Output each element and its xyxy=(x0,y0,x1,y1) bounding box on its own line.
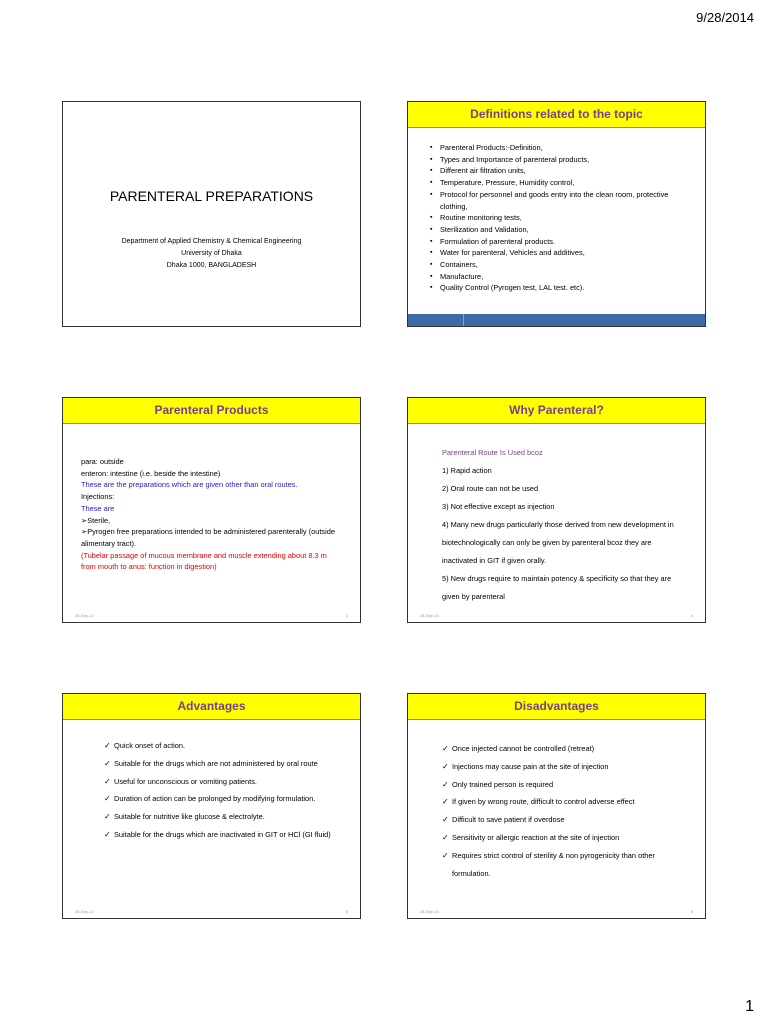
definition-line: These are the preparations which are given other than oral routes. xyxy=(81,480,298,490)
list-item: ✓ Injections may cause pain at the site of injection xyxy=(442,758,691,776)
slide-header: Definitions related to the topic xyxy=(408,102,705,128)
footer-number: 4 xyxy=(690,613,693,618)
list-item: ✓ Suitable for nutritive like glucose & electrolyte. xyxy=(104,808,338,826)
para-definition: para: outside xyxy=(81,457,124,466)
footer-date: 28-Sep-14 xyxy=(75,613,94,618)
list-item: ▪ Types and Importance of parenteral products, xyxy=(430,154,695,166)
dept-line: University of Dhaka xyxy=(181,250,242,257)
list-item: ✓ Sensitivity or allergic reaction at the site of injection xyxy=(442,829,691,847)
these-are-label: These are xyxy=(81,503,115,513)
footer-date: 28-Sep-14 xyxy=(75,909,94,914)
slide-header: Why Parenteral? xyxy=(408,398,705,424)
slide-title-heading: PARENTERAL PREPARATIONS xyxy=(109,188,314,204)
slide-title-department xyxy=(63,236,360,272)
slide-why-parenteral xyxy=(407,397,706,623)
dept-line: Dhaka 1000, BANGLADESH xyxy=(166,262,257,269)
slide-bottom-bar xyxy=(408,314,705,326)
list-item: ✓ Only trained person is required xyxy=(442,776,691,794)
reason-item: 1) Rapid action xyxy=(442,466,492,475)
list-item: ✓ Suitable for the drugs which are not administered by oral route xyxy=(104,755,338,773)
list-item: ▪ Temperature, Pressure, Humidity control, xyxy=(430,177,695,189)
bottom-bar-chevron xyxy=(408,314,464,326)
list-item: ▪ Manufacture, xyxy=(430,271,695,283)
list-item: ▪ Water for parenteral, Vehicles and additives, xyxy=(430,247,695,259)
list-item: ▪ Parenteral Products:-Definition, xyxy=(430,142,695,154)
list-item: ▪ Different air filtration units, xyxy=(430,165,695,177)
slide-advantages xyxy=(62,693,361,919)
slide-title xyxy=(62,101,361,327)
slide-header: Parenteral Products xyxy=(63,398,360,424)
disadvantages-list xyxy=(442,740,691,882)
page-date: 9/28/2014 xyxy=(696,10,754,25)
injections-label: Injections: xyxy=(81,492,115,502)
list-item: ▪ Sterilization and Validation, xyxy=(430,224,695,236)
dept-line: Department of Applied Chemistry & Chemical Engineering xyxy=(121,238,302,245)
slide-header: Disadvantages xyxy=(408,694,705,720)
list-item: ✓ Suitable for the drugs which are inactivated in GIT or HCl (GI fluid) xyxy=(104,826,338,844)
footer-date: 28-Sep-14 xyxy=(420,909,439,914)
footer-date: 28-Sep-14 xyxy=(420,613,439,618)
list-item: ✓ Useful for unconscious or vomiting patients. xyxy=(104,773,338,791)
list-item: ✓ Difficult to save patient if overdose xyxy=(442,811,691,829)
definitions-list xyxy=(430,142,695,294)
slide-footer xyxy=(75,909,348,914)
slide-body xyxy=(81,456,340,573)
slide-disadvantages xyxy=(407,693,706,919)
reason-item: 4) Many new drugs particularly those derived from new development in biotechnologically can only be given by parenteral bcoz they are inactivated in GIT if given orally. xyxy=(442,520,674,565)
tubular-note: (Tubelar passage of mucous membrane and muscle extending about 8.3 m from mouth to anus: function in digestion) xyxy=(81,550,327,572)
slide-definitions xyxy=(407,101,706,327)
reason-item: 3) Not effective except as injection xyxy=(442,502,555,511)
pyrogen-point: ➢Pyrogen free preparations intended to be administered parenterally (outside alimentary tract). xyxy=(81,527,335,548)
footer-number: 3 xyxy=(345,613,348,618)
list-item: ▪ Formulation of parenteral products. xyxy=(430,236,695,248)
list-item: ✓ Requires strict control of sterility & non pyrogenicity than other formulation. xyxy=(442,847,691,883)
list-item: ✓ Duration of action can be prolonged by modifying formulation. xyxy=(104,790,338,808)
list-item: ✓ Quick onset of action. xyxy=(104,737,338,755)
reason-item: 2) Oral route can not be used xyxy=(442,484,539,493)
intro-line: Parenteral Route Is Used bcoz xyxy=(442,448,543,457)
slide-body xyxy=(442,444,687,606)
slide-parenteral-products xyxy=(62,397,361,623)
advantages-list xyxy=(104,737,338,844)
enteron-definition: enteron: intestine (i.e. beside the intestine) xyxy=(81,468,221,478)
slide-footer xyxy=(75,613,348,618)
page-number: 1 xyxy=(745,998,754,1015)
slide-footer xyxy=(420,613,693,618)
footer-number: 6 xyxy=(690,909,693,914)
slide-header: Advantages xyxy=(63,694,360,720)
list-item: ▪ Quality Control (Pyrogen test, LAL test. etc). xyxy=(430,282,695,294)
list-item: ✓ If given by wrong route, difficult to control adverse effect xyxy=(442,793,691,811)
slide-footer xyxy=(420,909,693,914)
list-item: ▪ Containers, xyxy=(430,259,695,271)
list-item: ▪ Routine monitoring tests, xyxy=(430,212,695,224)
reason-item: 5) New drugs require to maintain potency & specificity so that they are given by parenteral xyxy=(442,574,672,601)
list-item: ✓ Once injected cannot be controlled (retreat) xyxy=(442,740,691,758)
list-item: ▪ Protocol for personnel and goods entry into the clean room, protective clothing, xyxy=(430,189,695,212)
footer-number: 5 xyxy=(345,909,348,914)
sterile-point: ➢Sterile, xyxy=(81,515,111,525)
